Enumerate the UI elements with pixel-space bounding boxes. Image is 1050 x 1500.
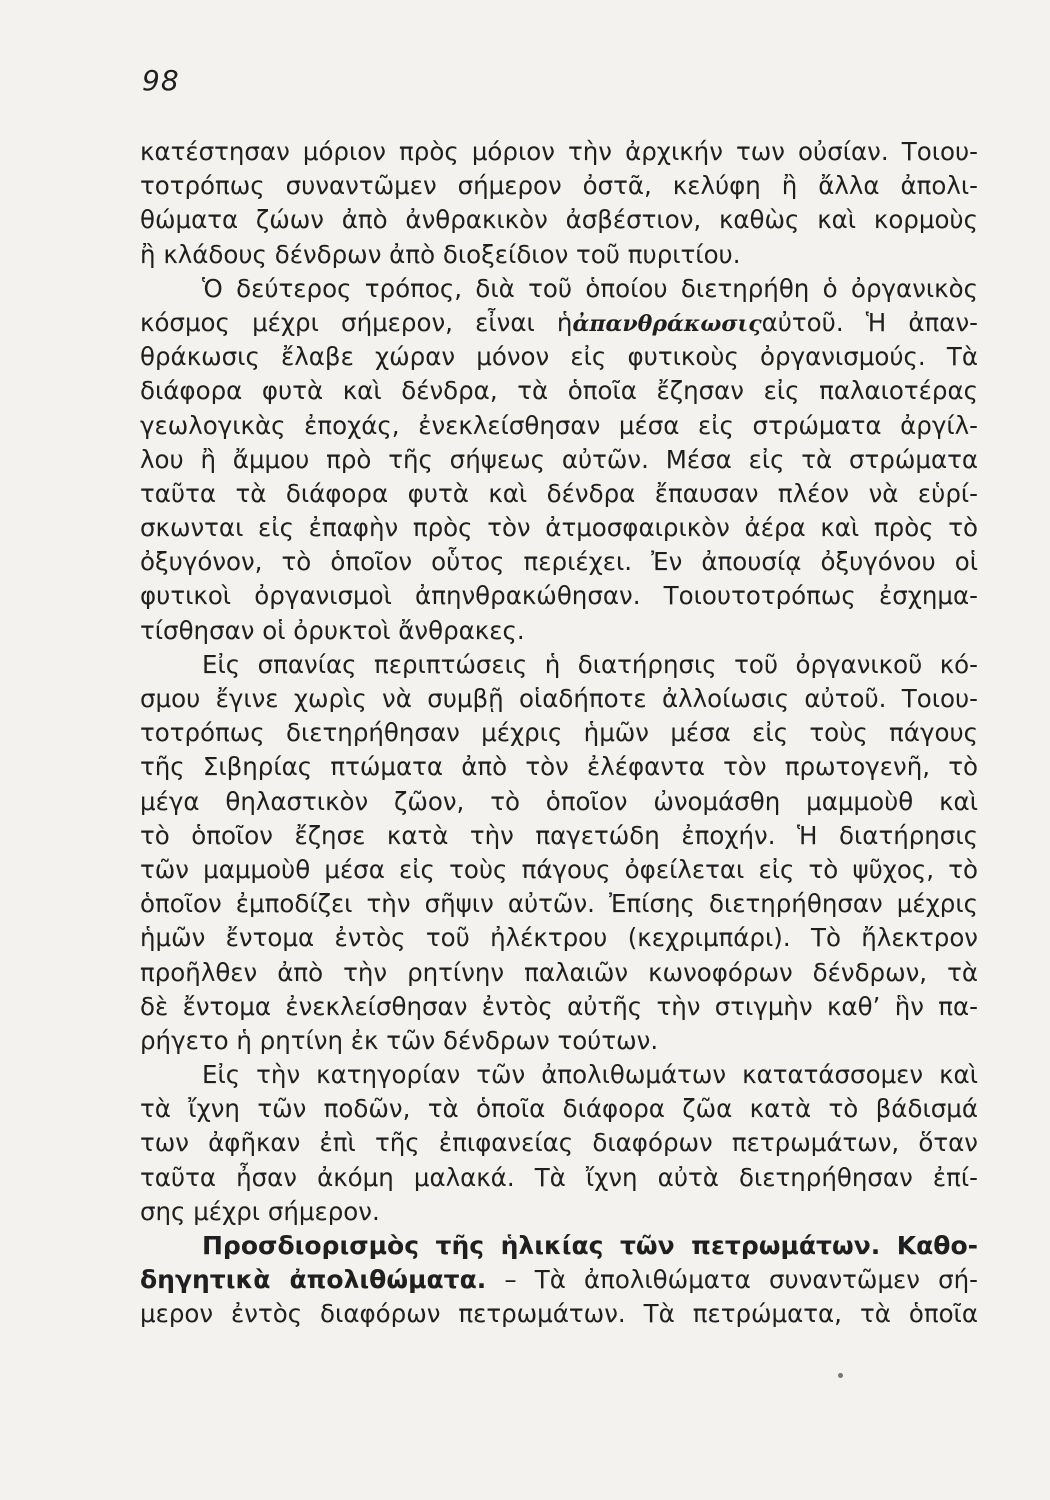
text-line: Εἰς σπανίας περιπτώσεις ἡ διατήρησις τοῦ ὀργανικοῦ κό-	[202, 649, 978, 679]
text-line: τὸ ὁποῖον ἔζησε κατὰ τὴν παγετώδη ἐποχήν. Ἡ διατήρησις	[140, 820, 978, 850]
text-line: φυτικοὶ ὀργανισμοὶ ἀπηνθρακώθησαν. Τοιουτοτρόπως ἐσχημα-	[140, 581, 978, 611]
text-line: Εἰς τὴν κατηγορίαν τῶν ἀπολιθωμάτων κατατάσσομεν καὶ	[202, 1060, 978, 1090]
text-line: σκωνται εἰς ἐπαφὴν πρὸς τὸν ἀτμοσφαιρικὸν ἀέρα καὶ πρὸς τὸ	[140, 513, 978, 543]
text-line: λου ἢ ἄμμου πρὸ τῆς σήψεως αὐτῶν. Μέσα εἰς τὰ στρώματα	[140, 444, 978, 474]
text-line: μερον ἐντὸς διαφόρων πετρωμάτων. Τὰ πετρώματα, τὰ ὁποῖα	[140, 1299, 978, 1329]
text-line: τὰ ἴχνη τῶν ποδῶν, τὰ ὁποῖα διάφορα ζῶα κατὰ τὸ βάδισμά	[140, 1094, 978, 1124]
body-text	[140, 135, 978, 1332]
text-line: γεωλογικὰς ἐποχάς, ἐνεκλείσθησαν μέσα εἰς στρώματα ἀργίλ-	[140, 410, 978, 440]
print-speck	[838, 1373, 843, 1378]
emphasized-term: ἀπανθράκωσις	[572, 310, 762, 337]
text-line: θράκωσις ἔλαβε χώραν μόνον εἰς φυτικοὺς ὀργανισμούς. Τὰ	[140, 342, 978, 372]
text-segment: κόσμος μέχρι σήμερον, εἶναι ἡ	[140, 307, 573, 337]
text-segment: – Τὰ ἀπολιθώματα συναντῶμεν σή-	[504, 1265, 978, 1295]
text-line: ὁποῖον ἐμποδίζει τὴν σῆψιν αὐτῶν. Ἐπίσης διετηρήθησαν μέχρις	[140, 889, 978, 919]
text-line: δὲ ἔντομα ἐνεκλείσθησαν ἐντὸς αὐτῆς τὴν στιγμὴν καθ’ ἣν πα-	[140, 991, 978, 1021]
section-heading: δηγητικὰ ἀπολιθώματα.	[140, 1265, 487, 1295]
text-line: διάφορα φυτὰ καὶ δένδρα, τὰ ὁποῖα ἔζησαν εἰς παλαιοτέρας	[140, 376, 978, 406]
text-line	[140, 306, 978, 340]
text-line: τῆς Σιβηρίας πτώματα ἀπὸ τὸν ἐλέφαντα τὸν πρωτογενῆ, τὸ	[140, 752, 978, 782]
section-heading: Προσδιορισμὸς τῆς ἡλικίας τῶν πετρωμάτων. Καθο-	[202, 1231, 978, 1260]
text-line: κατέστησαν μόριον πρὸς μόριον τὴν ἀρχικήν των οὐσίαν. Τοιου-	[140, 137, 978, 166]
text-line: τῶν μαμμοὺθ μέσα εἰς τοὺς πάγους ὀφείλεται εἰς τὸ ψῦχος, τὸ	[140, 854, 978, 884]
text-line: ρήγετο ἡ ρητίνη ἐκ τῶν δένδρων τούτων.	[140, 1025, 659, 1055]
text-line: Ὁ δεύτερος τρόπος, διὰ τοῦ ὁποίου διετηρήθη ὁ ὀργανικὸς	[202, 273, 978, 303]
text-line: ταῦτα τὰ διάφορα φυτὰ καὶ δένδρα ἔπαυσαν πλέον νὰ εὑρί-	[140, 478, 978, 508]
text-line: θώματα ζώων ἀπὸ ἀνθρακικὸν ἀσβέστιον, καθὼς καὶ κορμοὺς	[140, 205, 978, 235]
page-number: 98	[142, 64, 180, 97]
text-line: ἡμῶν ἔντομα ἐντὸς τοῦ ἠλέκτρου (κεχριμπάρι). Τὸ ἤλεκτρον	[140, 923, 978, 953]
text-line: τίσθησαν οἱ ὀρυκτοὶ ἄνθρακες.	[140, 615, 525, 645]
text-line	[140, 1263, 978, 1297]
text-line: μέγα θηλαστικὸν ζῶον, τὸ ὁποῖον ὠνομάσθη μαμμοὺθ καὶ	[140, 786, 978, 816]
text-line: ἢ κλάδους δένδρων ἀπὸ διοξείδιον τοῦ πυριτίου.	[140, 239, 741, 269]
text-line: σμου ἔγινε χωρὶς νὰ συμβῇ οἱαδήποτε ἀλλοίωσις αὐτοῦ. Τοιου-	[140, 684, 978, 713]
text-line: των ἀφῆκαν ἐπὶ τῆς ἐπιφανείας διαφόρων πετρωμάτων, ὅταν	[140, 1128, 978, 1158]
text-line: ὀξυγόνον, τὸ ὁποῖον οὗτος περιέχει. Ἐν ἀπουσίᾳ ὀξυγόνου οἱ	[140, 547, 978, 577]
text-line: σης μέχρι σήμερον.	[140, 1196, 380, 1226]
text-line: τοτρόπως διετηρήθησαν μέχρις ἡμῶν μέσα εἰς τοὺς πάγους	[140, 718, 978, 748]
text-segment: αὐτοῦ. Ἡ ἀπαν-	[761, 307, 978, 337]
text-line: τοτρόπως συναντῶμεν σήμερον ὀστᾶ, κελύφη ἢ ἄλλα ἀπολι-	[140, 171, 978, 201]
text-line: προῆλθεν ἀπὸ τὴν ρητίνην παλαιῶν κωνοφόρων δένδρων, τὰ	[140, 957, 978, 987]
text-line: ταῦτα ἦσαν ἀκόμη μαλακά. Τὰ ἴχνη αὐτὰ διετηρήθησαν ἐπί-	[140, 1162, 978, 1192]
